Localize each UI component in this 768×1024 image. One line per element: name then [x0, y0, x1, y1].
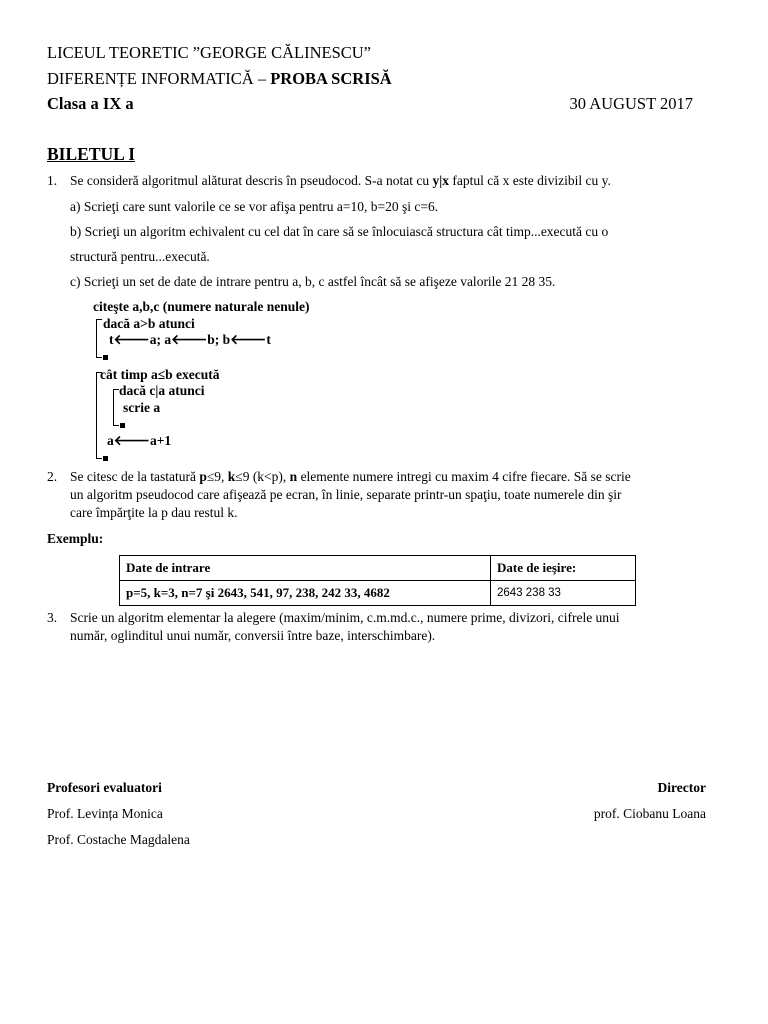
q1-part-c: c) Scrieţi un set de date de intrare pentru a, b, c astfel încât să se afişeze valorile 21 28 35.	[70, 274, 556, 289]
q2-l1-n: n	[289, 469, 298, 484]
q1-intro-bold: y|x	[432, 173, 450, 188]
ticket-title: BILETUL I	[47, 144, 136, 164]
while-end-marker	[103, 456, 108, 461]
evaluator-2: Prof. Costache Magdalena	[47, 832, 190, 847]
q2-line2: un algoritm pseudocod care afişează pe ecran, în linie, separate printr-un spaţiu, toate numerele din şir	[70, 487, 622, 502]
q3-line1: Scrie un algoritm elementar la alegere (maxim/minim, c.m.md.c., numere prime, divizori, cifrele unui	[70, 610, 620, 625]
example-label: Exemplu:	[47, 531, 104, 546]
assign-arrow-icon: 🡐	[113, 433, 150, 448]
while-bracket	[96, 372, 97, 458]
pseudocode-line-print: scrie a	[123, 400, 161, 415]
inner-if-bracket-bottom	[113, 425, 119, 426]
q2-l1-b: ≤9,	[206, 469, 228, 484]
school-name: LICEUL TEORETIC ”GEORGE CĂLINESCU”	[47, 43, 371, 62]
q3-number: 3.	[47, 610, 58, 625]
if-bracket	[96, 319, 97, 357]
q1-intro	[70, 173, 611, 189]
table-row	[120, 556, 636, 581]
pseudocode-line-while: cât timp a≤b execută	[100, 367, 220, 382]
q2-l1-a: Se citesc de la tastatură	[70, 469, 200, 484]
table-cell-output: 2643 238 33	[491, 581, 636, 606]
pseudocode-line-inner-if: dacă c|a atunci	[119, 383, 205, 398]
q2-line1	[70, 469, 721, 485]
if-bracket-top	[96, 319, 102, 320]
director-name: prof. Ciobanu Loana	[593, 806, 706, 821]
q1-intro-a: Se consideră algoritmul alăturat descris în pseudocod. S-a notat cu	[70, 173, 433, 188]
table-row	[120, 581, 636, 606]
exam-type: PROBA SCRISĂ	[270, 69, 392, 88]
swap-b: b; b	[207, 332, 231, 347]
q2-l1-p: p	[199, 469, 207, 484]
inner-if-end-marker	[120, 423, 125, 428]
q1-part-a: a) Scrieţi care sunt valorile ce se vor afişa pentru a=10, b=20 şi c=6.	[70, 199, 439, 214]
assign-arrow-icon: 🡐	[230, 332, 267, 347]
evaluators-title: Profesori evaluatori	[47, 780, 162, 795]
increment-var: a	[107, 433, 114, 448]
pseudocode-line-if: dacă a>b atunci	[103, 316, 195, 331]
if-end-marker	[103, 355, 108, 360]
exam-subject	[47, 69, 392, 89]
inner-if-bracket	[113, 389, 114, 425]
pseudocode-line-increment	[107, 433, 171, 449]
q1-number: 1.	[47, 173, 58, 188]
exam-subject-prefix: DIFERENȚE INFORMATICĂ –	[47, 69, 271, 88]
q1-part-b-line2: structură pentru...execută.	[70, 249, 210, 264]
while-bracket-bottom	[96, 458, 102, 459]
evaluator-1: Prof. Levința Monica	[47, 806, 163, 821]
swap-t: t	[109, 332, 114, 347]
table-cell-input: p=5, k=3, n=7 şi 2643, 541, 97, 238, 242 33, 4682	[120, 581, 491, 606]
pseudocode-line-swap	[109, 332, 271, 348]
swap-a: a; a	[149, 332, 172, 347]
table-header-input: Date de intrare	[120, 556, 491, 581]
q2-l1-k: k	[227, 469, 236, 484]
q1-part-b-line1: b) Scrieţi un algoritm echivalent cu cel dat în care să se înlocuiască structura cât timp...execută cu o	[70, 224, 609, 239]
table-header-output: Date de ieşire:	[491, 556, 636, 581]
example-table	[119, 555, 636, 606]
q3-line2: număr, oglinditul unui număr, conversii între baze, interschimbare).	[70, 628, 436, 643]
q1-intro-b: faptul că x este divizibil cu y.	[449, 173, 611, 188]
assign-arrow-icon: 🡐	[113, 332, 150, 347]
q2-l1-d: elemente numere intregi cu maxim 4 cifre fiecare. Să se scrie	[297, 469, 631, 484]
exam-date: 30 AUGUST 2017	[569, 94, 693, 113]
assign-arrow-icon: 🡐	[171, 332, 208, 347]
swap-c: t	[266, 332, 271, 347]
q2-line3: care împărţite la p dau restul k.	[70, 505, 238, 520]
class-label: Clasa a IX a	[47, 94, 134, 113]
q2-number: 2.	[47, 469, 58, 484]
if-bracket-bottom	[96, 357, 102, 358]
increment-expr: a+1	[149, 433, 172, 448]
director-title: Director	[657, 780, 706, 795]
q2-l1-c: ≤9 (k<p),	[235, 469, 290, 484]
pseudocode-line-read: citeşte a,b,c (numere naturale nenule)	[93, 299, 310, 314]
